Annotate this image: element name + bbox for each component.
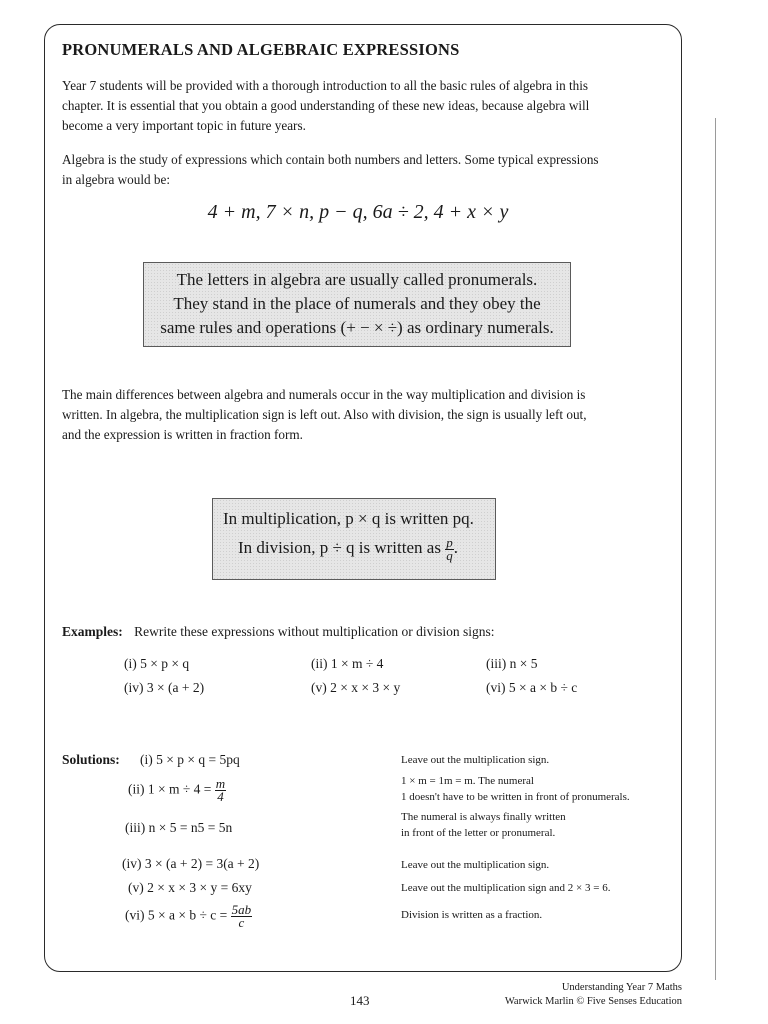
intro-line: chapter. It is essential that you obtain a good understanding of these new ideas, because algebra will bbox=[62, 98, 590, 113]
pronumeral-definition-box bbox=[143, 262, 571, 347]
note-line: The numeral is always finally written bbox=[401, 811, 566, 823]
solution-work-text: (ii) 1 × m ÷ 4 = bbox=[128, 781, 212, 797]
fraction-numerator: p bbox=[446, 534, 453, 550]
solution-work bbox=[125, 904, 252, 929]
section-title: PRONUMERALS AND ALGEBRAIC EXPRESSIONS bbox=[62, 40, 460, 59]
box-line: The letters in algebra are usually called pronumerals. bbox=[176, 270, 538, 289]
intro-line: Year 7 students will be provided with a thorough introduction to all the basic rules of algebra in this bbox=[62, 78, 589, 93]
differences-line: The main differences between algebra and numerals occur in the way multiplication and division is bbox=[62, 387, 586, 402]
examples-heading bbox=[62, 624, 494, 640]
note-line: Division is written as a fraction. bbox=[401, 909, 543, 921]
fraction-denominator: q bbox=[446, 547, 453, 563]
solution-fraction bbox=[231, 904, 253, 929]
differences-line: and the expression is written in fraction form. bbox=[62, 427, 303, 442]
fraction-denominator: c bbox=[238, 915, 245, 930]
examples-instruction: Rewrite these expressions without multiplication or division signs: bbox=[134, 624, 495, 639]
solution-note bbox=[401, 857, 681, 873]
author-credit: Warwick Marlin © Five Senses Education bbox=[504, 996, 682, 1007]
multiplication-rule: In multiplication, p × q is written pq. bbox=[223, 509, 474, 528]
solution-work bbox=[128, 778, 226, 803]
box-line: same rules and operations (+ − × ÷) as ordinary numerals. bbox=[160, 318, 554, 337]
solution-fraction bbox=[215, 778, 226, 803]
note-line: 1 doesn't have to be written in front of pronumerals. bbox=[401, 791, 630, 803]
solution-note bbox=[401, 880, 681, 896]
example-item: (iii) n × 5 bbox=[486, 656, 538, 671]
solution-note bbox=[401, 907, 681, 923]
solution-note bbox=[401, 809, 681, 841]
fraction-numerator: 5ab bbox=[231, 902, 252, 917]
fraction-denominator: 4 bbox=[217, 789, 224, 804]
algebra-paragraph bbox=[62, 150, 666, 190]
solution-work: (i) 5 × p × q = 5pq bbox=[140, 752, 240, 767]
differences-paragraph bbox=[62, 385, 666, 445]
solution-note bbox=[401, 752, 681, 768]
differences-line: written. In algebra, the multiplication sign is left out. Also with division, the sign is usually left out, bbox=[62, 407, 587, 422]
note-line: 1 × m = 1m = m. The numeral bbox=[401, 775, 534, 787]
example-item: (v) 2 × x × 3 × y bbox=[311, 680, 401, 695]
example-item: (ii) 1 × m ÷ 4 bbox=[311, 656, 384, 671]
book-title: Understanding Year 7 Maths bbox=[561, 982, 682, 993]
note-line: in front of the letter or pronumeral. bbox=[401, 827, 556, 839]
division-fraction bbox=[445, 534, 454, 563]
page-number: 143 bbox=[350, 993, 370, 1008]
note-line: Leave out the multiplication sign. bbox=[401, 754, 550, 766]
solution-work: (iv) 3 × (a + 2) = 3(a + 2) bbox=[122, 856, 260, 871]
example-item: (vi) 5 × a × b ÷ c bbox=[486, 680, 578, 695]
algebra-line: Algebra is the study of expressions which contain both numbers and letters. Some typical expressions bbox=[62, 152, 599, 167]
note-line: Leave out the multiplication sign. bbox=[401, 859, 550, 871]
typical-expressions: 4 + m, 7 × n, p − q, 6a ÷ 2, 4 + x × y bbox=[207, 201, 509, 223]
solution-work-text: (vi) 5 × a × b ÷ c = bbox=[125, 907, 228, 923]
margin-rule bbox=[715, 118, 716, 980]
division-rule bbox=[213, 533, 495, 562]
note-line: Leave out the multiplication sign and 2 × 3 = 6. bbox=[401, 882, 611, 894]
intro-paragraph bbox=[62, 76, 666, 136]
examples-label: Examples: bbox=[62, 624, 123, 639]
box-line: They stand in the place of numerals and they obey the bbox=[173, 294, 541, 313]
division-rule-end: . bbox=[453, 538, 458, 557]
example-item: (iv) 3 × (a + 2) bbox=[124, 680, 205, 695]
footer-credit bbox=[470, 981, 682, 1009]
example-item: (i) 5 × p × q bbox=[124, 656, 190, 671]
solutions-label: Solutions: bbox=[62, 752, 120, 767]
solution-work: (v) 2 × x × 3 × y = 6xy bbox=[128, 880, 252, 895]
intro-line: become a very important topic in future years. bbox=[62, 118, 306, 133]
division-rule-text: In division, p ÷ q is written as bbox=[238, 538, 441, 557]
solution-note bbox=[401, 773, 681, 805]
solution-work: (iii) n × 5 = n5 = 5n bbox=[125, 820, 233, 835]
algebra-line: in algebra would be: bbox=[62, 172, 171, 187]
notation-rule-box bbox=[212, 498, 496, 580]
fraction-numerator: m bbox=[215, 776, 226, 791]
